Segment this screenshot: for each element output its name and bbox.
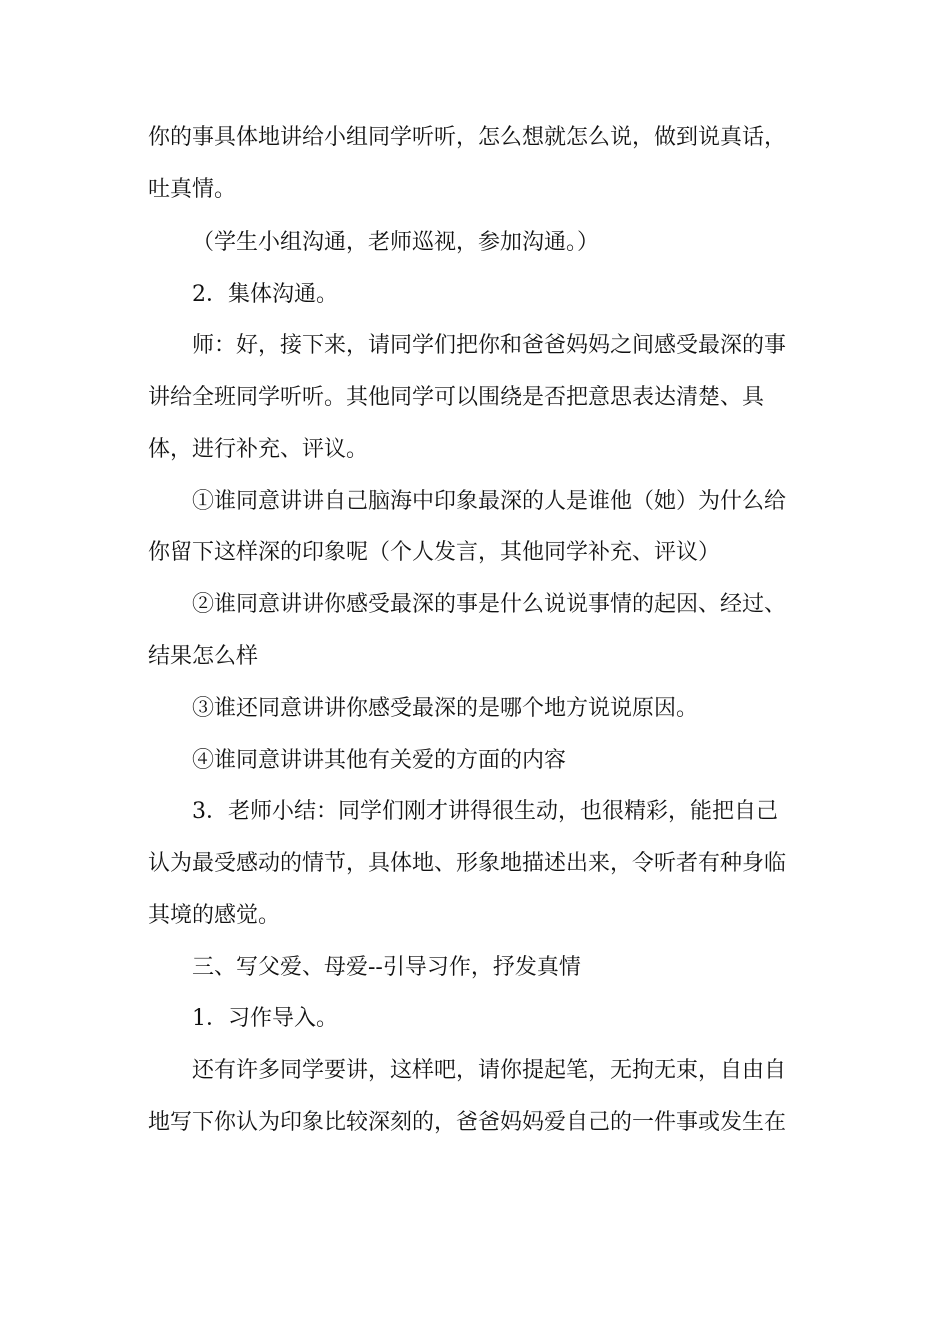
text-line-15: 认为最受感动的情节，具体地、形象地描述出来，令听者有种身临 xyxy=(148,851,787,876)
text-line-20: 地写下你认为印象比较深刻的，爸爸妈妈爱自己的一件事或发生在 xyxy=(148,1110,787,1135)
text-line-11: 结果怎么样 xyxy=(148,644,259,669)
text-line-5: 师：好，接下来，请同学们把你和爸爸妈妈之间感受最深的事 xyxy=(192,333,787,358)
text-line-13: ④谁同意讲讲其他有关爱的方面的内容 xyxy=(192,748,567,773)
text-line-12: ③谁还同意讲讲你感受最深的是哪个地方说说原因。 xyxy=(192,696,699,721)
text-line-7: 体，进行补充、评议。 xyxy=(148,437,369,462)
text-line-18: 1．习作导入。 xyxy=(192,1006,338,1031)
text-line-8: ①谁同意讲讲自己脑海中印象最深的人是谁他（她）为什么给 xyxy=(192,489,787,514)
text-line-2: 吐真情。 xyxy=(148,177,237,202)
text-line-3: （学生小组沟通，老师巡视，参加沟通。） xyxy=(192,230,600,255)
text-line-17: 三、写父爱、母爱--引导习作，抒发真情 xyxy=(192,955,581,980)
text-line-9: 你留下这样深的印象呢（个人发言，其他同学补充、评议） xyxy=(148,540,721,565)
text-line-6: 讲给全班同学听听。其他同学可以围绕是否把意思表达清楚、具 xyxy=(148,385,765,410)
text-line-16: 其境的感觉。 xyxy=(148,903,281,928)
text-line-14: 3．老师小结：同学们刚才讲得很生动，也很精彩，能把自己 xyxy=(192,799,778,824)
text-line-1: 你的事具体地讲给小组同学听听，怎么想就怎么说，做到说真话， xyxy=(148,125,787,150)
text-line-4: 2．集体沟通。 xyxy=(192,282,338,307)
text-line-10: ②谁同意讲讲你感受最深的事是什么说说事情的起因、经过、 xyxy=(192,592,787,617)
text-line-19: 还有许多同学要讲，这样吧，请你提起笔，无拘无束，自由自 xyxy=(192,1058,787,1083)
